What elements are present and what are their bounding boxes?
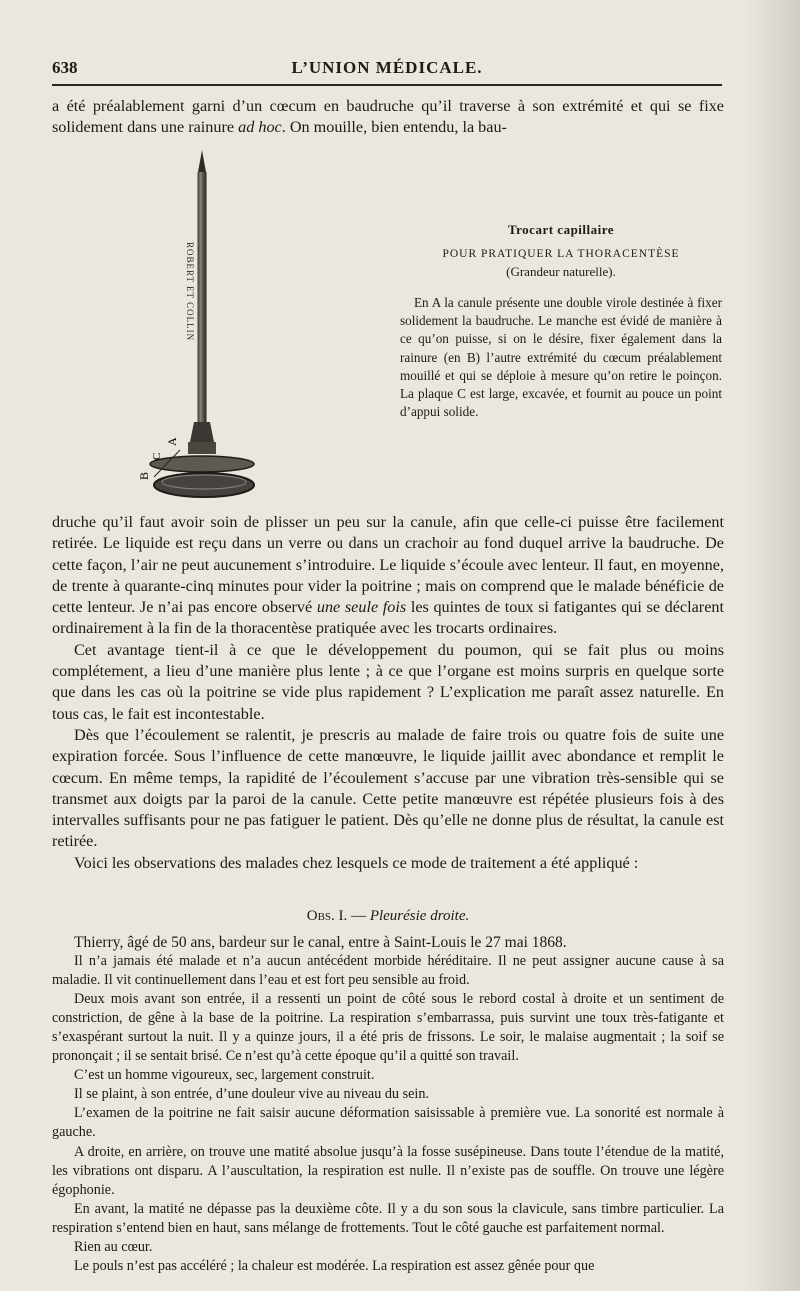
observation-label: Obs. I. [306, 908, 348, 924]
thumb-plate [150, 456, 254, 472]
paragraph-2: Cet avantage tient-il à ce que le développement du poumon, qui se fait plus ou moins complétement, a lieu d’une manière plus lente ; à ce que l’organe est moins surpris en quelque sorte que dans les cas où la poitrine se vide plus rapidement ? L’explication me paraît assez naturelle. En tous cas, le fait est incontestable. [52, 640, 724, 723]
figure-label-a: A [165, 437, 179, 446]
page-number: 638 [52, 58, 78, 77]
main-text [52, 512, 724, 874]
caption-text: En A la canule présente une double virole destinée à fixer solidement la baudruche. Le manche est évidé de manière à ce qu’on puisse, si on le désire, fixer également dans la rainure (en B) l’autre extrémité du cœcum préalablement mouillé et qui se déploie à mesure qu’on retire le poinçon. La plaque C est large, excavée, et fournit au pouce un point d’appui solide. [400, 295, 722, 420]
figure-label-c: C [151, 452, 163, 460]
handle-collar [190, 422, 214, 442]
paragraph-1 [52, 512, 724, 640]
observation-paragraph: Il se plaint, à son entrée, d’une douleur vive au niveau du sein. [74, 1086, 429, 1103]
observation-title: Pleurésie droite. [369, 908, 470, 924]
cannula-shaft [198, 172, 207, 440]
paragraph-4: Voici les observations des malades chez lesquels ce mode de traitement a été appliqué : [74, 853, 639, 872]
figure-caption [400, 222, 722, 421]
handle-inscription: ROBERT ET COLLIN [185, 242, 195, 342]
intro-paragraph [52, 96, 724, 139]
observation-paragraph: Il n’a jamais été malade et n’a aucun antécédent morbide héréditaire. Il ne peut assigner aucune cause à sa maladie. Il vit continuellement dans l’eau et est fort peu sensible au froid. [52, 953, 724, 989]
caption-size: (Grandeur naturelle). [506, 264, 616, 279]
paragraph-1-italic: une seule fois [316, 598, 407, 617]
base-disk [154, 473, 254, 497]
intro-text-italic: ad hoc [238, 118, 282, 137]
caption-title: Trocart capillaire [507, 222, 615, 237]
observation-paragraph: Thierry, âgé de 50 ans, bardeur sur le canal, entre à Saint-Louis le 27 mai 1868. [74, 934, 567, 951]
observation-paragraph: L’examen de la poitrine ne fait saisir aucune déformation saisissable à première vue. La sonorité est normale à gauche. [52, 1105, 724, 1141]
observation-paragraph: C’est un homme vigoureux, sec, largement construit. [74, 1067, 375, 1084]
trocar-illustration [118, 142, 268, 507]
paragraph-1-pre: druche qu’il faut avoir soin de plisser un peu sur la canule, afin que celle-ci puisse être facilement retirée. Le liquide est reçu dans un verre ou dans un crachoir au fond duquel arrive la baudruche. De cette façon, l’air ne peut aucunement s’introduire. Le liquide s’écoule avec lenteur. Il faut, en moyenne, de trente à quarante-cinq minutes pour vider la poitrine ; mais on comprend que le malade bénéficie de cette lenteur. Je n’ai pas encore observé [52, 513, 724, 617]
handle-ring [188, 442, 216, 454]
observation-paragraph: Rien au cœur. [74, 1238, 153, 1255]
observation-dash: — [347, 908, 370, 924]
caption-subtitle: POUR PRATIQUER LA THORACENTÈSE [442, 248, 680, 260]
observation-paragraph: A droite, en arrière, on trouve une matité absolue jusqu’à la fosse susépineuse. Dans toute l’étendue de la matité, les vibrations ont disparu. A l’auscultation, la respiration est nulle. Il n’existe pas de souffle. On trouve une légère égophonie. [52, 1143, 724, 1198]
observation-body [52, 933, 724, 1276]
observation-paragraph: En avant, la matité ne dépasse pas la deuxième côte. Il y a du son sous la clavicule, sans timbre particulier. La respiration s’entend bien en haut, sans mélange de frottements. Tout le côté gauche est parfaitement normal. [52, 1200, 724, 1236]
intro-text-pre: a été préalablement garni d’un cœcum en baudruche qu’il traverse à son extrémité et qui se fixe solidement dans une rainure [52, 97, 724, 137]
figure-label-b: B [137, 471, 151, 480]
paragraph-1-post: les quintes de toux si fatigantes qui se déclarent ordinairement à la fin de la thoracentèse pratiquée avec les trocarts ordinaires. [52, 598, 724, 638]
observation-heading [52, 908, 724, 925]
intro-text-post: . On mouille, bien entendu, la bau- [281, 118, 507, 137]
paragraph-3: Dès que l’écoulement se ralentit, je prescris au malade de faire trois ou quatre fois de suite une expiration forcée. Sous l’influence de cette manœuvre, le liquide jaillit avec abondance et remplit le cœcum. En même temps, la rapidité de l’écoulement s’accuse par une vibration très-sensible qui se transmet aux doigts par la paroi de la canule. Cette petite manœuvre est répétée plusieurs fois à des intervalles suffisants pour ne pas fatiguer le patient. Dès qu’elle ne donne plus de résultat, la canule est retirée. [52, 725, 724, 851]
observation-paragraph: Le pouls n’est pas accéléré ; la chaleur est modérée. La respiration est assez gênée pour que [74, 1257, 595, 1274]
observation-paragraph: Deux mois avant son entrée, il a ressenti un point de côté sous le rebord costal à droite et un sentiment de constriction, de gêne à la base de la poitrine. La respiration s’embarrassa, puis survint une toux très-fatigante et s’exaspérant surtout la nuit. Il y a quinze jours, il a été pris de frissons. Le soir, le malaise augmentait ; la soif se prononçait ; il se sentait brisé. Ce n’est qu’à cette époque qu’il a quitté son travail. [52, 991, 724, 1065]
running-head [52, 58, 722, 86]
journal-title: L’UNION MÉDICALE. [291, 58, 483, 77]
cannula-tip [198, 150, 206, 172]
